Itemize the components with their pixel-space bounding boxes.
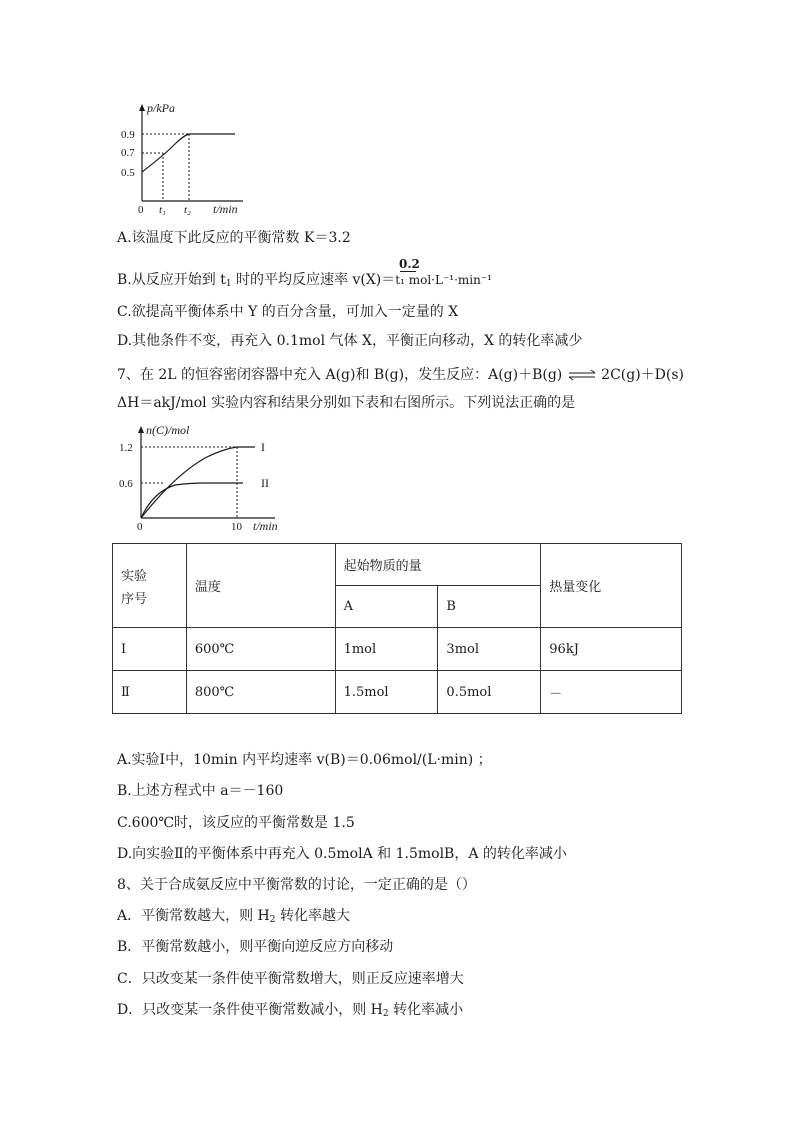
x-tick-label: 0: [138, 204, 144, 216]
table-row: [113, 671, 682, 714]
y-axis-arrow: [139, 104, 145, 111]
q6-option-a: A.该温度下此反应的平衡常数 K＝3.2: [117, 230, 351, 246]
y-tick-label: 0.7: [121, 147, 135, 159]
header-temperature: 温度: [186, 544, 335, 628]
q8-a-prefix: A．平衡常数越大，则 H: [117, 908, 270, 924]
q7-option-d: D.向实验Ⅱ的平衡体系中再充入 0.5molA 和 1.5molB，A 的转化率减小: [117, 846, 567, 862]
q8-d-suffix: 转化率减小: [388, 1002, 464, 1018]
equilibrium-arrow-icon: [567, 369, 597, 381]
y-axis-label: p/kPa: [147, 101, 175, 115]
q7-stem-line2: ΔH＝akJ/mol 实验内容和结果分别如下表和右图所示。下列说法正确的是: [117, 395, 576, 411]
cell-a: 1.5mol: [335, 671, 438, 714]
cell-exp-id: Ⅰ: [113, 628, 187, 671]
header-b: B: [438, 586, 541, 628]
x-tick-label: 0: [137, 521, 143, 533]
cell-temp: 800℃: [186, 671, 335, 714]
q8-a-sub: 2: [269, 915, 276, 925]
cell-b: 3mol: [438, 628, 541, 671]
y-axis-arrow: [138, 426, 144, 433]
pressure-time-graph: [115, 98, 255, 218]
cell-temp: 600℃: [186, 628, 335, 671]
q7-option-a: A.实验Ⅰ中，10min 内平均速率 v(B)＝0.06mol/(L·min) ；: [117, 752, 492, 768]
q6-b-sub: 1: [225, 279, 232, 289]
y-tick-label: 0.5: [121, 167, 135, 179]
x-axis-label: t/min: [253, 519, 278, 533]
q6-option-b: [117, 271, 492, 293]
q7-stem-part2: 2C(g)＋D(s): [601, 367, 685, 383]
q8-stem: 8、关于合成氨反应中平衡常数的讨论，一定正确的是（）: [117, 877, 476, 893]
y-tick-label: 1.2: [119, 442, 133, 454]
q6-b-fraction-denominator: t₁: [395, 273, 405, 287]
curve-label-i: I: [261, 440, 265, 454]
table-row: [113, 628, 682, 671]
q6-option-c: C.欲提高平衡体系中 Y 的百分含量，可加入一定量的 X: [117, 304, 459, 320]
experiment-table: [112, 543, 682, 714]
q7-option-c: C.600℃时，该反应的平衡常数是 1.5: [117, 815, 355, 831]
x-tick-label: 10: [231, 521, 242, 533]
q7-stem-part1: 7、在 2L 的恒容密闭容器中充入 A(g)和 B(g)，发生反应：A(g)＋B(g): [117, 367, 563, 383]
q8-d-prefix: D．只改变某一条件使平衡常数减小，则 H: [117, 1002, 383, 1018]
q7-stem-line1: [117, 366, 684, 384]
y-tick-label: 0.9: [121, 129, 135, 141]
q8-option-b: B．平衡常数越小，则平衡向逆反应方向移动: [117, 939, 394, 955]
x-tick-label: t₂: [184, 204, 191, 216]
x-tick-label: t₁: [159, 204, 166, 216]
moles-time-graph: [115, 420, 290, 535]
q6-b-prefix: B.从反应开始到 t: [117, 272, 226, 288]
q8-a-suffix: 转化率越大: [275, 908, 350, 924]
header-exp-id-line2: 序号: [121, 591, 148, 607]
x-axis-label: t/min: [213, 202, 238, 216]
q8-option-c: C．只改变某一条件使平衡常数增大，则正反应速率增大: [117, 971, 464, 987]
cell-heat: －: [541, 671, 682, 714]
y-tick-label: 0.6: [119, 478, 133, 490]
header-exp-id-line1: 实验: [121, 568, 148, 584]
q7-option-b: B.上述方程式中 a＝－160: [117, 783, 284, 799]
q6-b-middle: 时的平均反应速率 v(X)＝: [231, 272, 396, 288]
header-exp-id: [113, 544, 187, 628]
header-heat-change: 热量变化: [541, 544, 682, 628]
q6-b-suffix: mol·L⁻¹·min⁻¹: [404, 273, 492, 287]
q8-option-d: [117, 1001, 463, 1023]
header-start-amount: 起始物质的量: [335, 544, 541, 586]
q8-option-a: [117, 907, 350, 929]
cell-a: 1mol: [335, 628, 438, 671]
q6-option-d: D.其他条件不变，再充入 0.1mol 气体 X，平衡正向移动，X 的转化率减少: [117, 333, 583, 349]
q8-d-sub: 2: [382, 1009, 389, 1019]
cell-heat: 96kJ: [541, 628, 682, 671]
curve-label-ii: II: [261, 476, 269, 490]
q6-b-fraction-numerator: 0.2: [399, 257, 420, 271]
header-a: A: [335, 586, 438, 628]
cell-exp-id: Ⅱ: [113, 671, 187, 714]
y-axis-label: n(C)/mol: [146, 423, 190, 437]
cell-b: 0.5mol: [438, 671, 541, 714]
